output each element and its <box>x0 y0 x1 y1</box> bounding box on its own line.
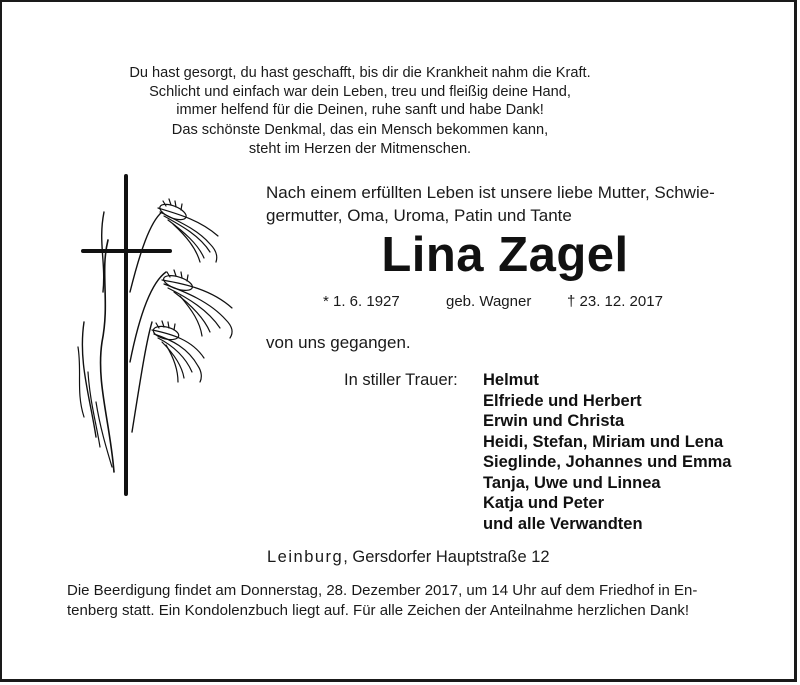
mourner-entry: Heidi, Stefan, Miriam und Lena <box>483 432 724 451</box>
death-date: † 23. 12. 2017 <box>567 293 663 310</box>
mourner-entry: Tanja, Uwe und Linnea <box>483 473 661 492</box>
intro-line: germutter, Oma, Uroma, Patin und Tante <box>266 206 572 225</box>
birth-date: * 1. 6. 1927 <box>323 293 400 310</box>
intro-text <box>266 181 756 227</box>
address-street: , Gersdorfer Hauptstraße 12 <box>343 548 550 566</box>
poem-line: Das schönste Denkmal, das ein Mensch bekommen kann, <box>171 122 549 138</box>
mourner-entry: und alle Verwandten <box>483 514 643 533</box>
address-town: Leinburg <box>267 548 344 566</box>
deceased-name: Lina Zagel <box>381 228 629 282</box>
mourner-entry: Helmut <box>483 371 539 389</box>
mourners-list <box>483 370 731 534</box>
mourner-entry: Elfriede und Herbert <box>483 391 642 410</box>
poem-line: Du hast gesorgt, du hast geschafft, bis dir die Krankheit nahm die Kraft. <box>129 65 591 81</box>
funeral-info-line: Die Beerdigung findet am Donnerstag, 28. Dezember 2017, um 14 Uhr auf dem Friedhof in En- <box>67 582 698 599</box>
funeral-info <box>67 581 747 620</box>
funeral-info-line: tenberg statt. Ein Kondolenzbuch liegt auf. Für alle Zeichen der Anteilnahme herzlichen Dank! <box>67 601 690 619</box>
mourner-entry: Erwin und Christa <box>483 412 625 430</box>
intro-line: Nach einem erfüllten Leben ist unsere liebe Mutter, Schwie- <box>266 183 715 202</box>
poem-line: steht im Herzen der Mitmenschen. <box>248 140 472 157</box>
family-address <box>267 546 550 568</box>
cross-with-wheat-icon <box>70 172 240 497</box>
mourning-label: In stiller Trauer: <box>344 371 458 389</box>
poem-stanza-1 <box>60 64 660 120</box>
mourner-entry: Katja und Peter <box>483 494 605 512</box>
mourner-entry: Sieglinde, Johannes und Emma <box>483 453 732 471</box>
poem-line: immer helfend für die Deinen, ruhe sanft und habe Dank! <box>176 102 544 119</box>
maiden-name: geb. Wagner <box>446 293 532 310</box>
passed-away-text: von uns gegangen. <box>266 333 411 352</box>
poem-line: Schlicht und einfach war dein Leben, treu und fleißig deine Hand, <box>149 83 571 100</box>
poem-stanza-2 <box>60 121 660 158</box>
